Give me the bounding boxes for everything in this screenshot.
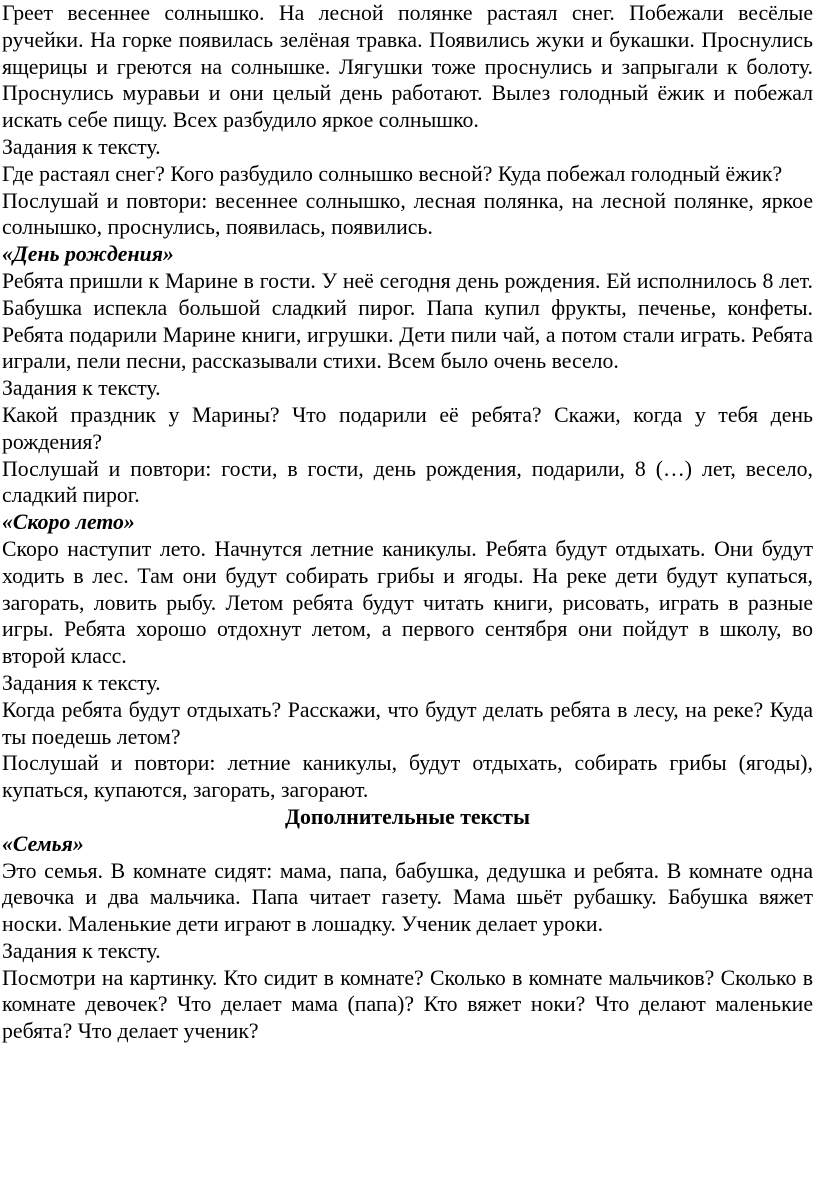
- birthday-title: «День рождения»: [2, 242, 174, 267]
- family-text: Это семья. В комнате сидят: мама, папа, бабушка, дедушка и ребята. В комнате одна девочка и два мальчика. Папа читает газету. Мама шьёт рубашку. Бабушка вяжет носки. Маленькие дети играют в лошадку. Ученик делает уроки.: [2, 858, 813, 937]
- birthday-repeat: Послушай и повтори: гости, в гости, день рождения, подарили, 8 (…) лет, весело, сладкий пирог.: [2, 456, 813, 508]
- birthday-questions: Какой праздник у Марины? Что подарили её ребята? Скажи, когда у тебя день рождения?: [2, 402, 813, 454]
- spring-text: Греет весеннее солнышко. На лесной полянке растаял снег. Побежали весёлые ручейки. На горке появилась зелёная травка. Появились жуки и букашки. Проснулись ящерицы и греются на солнышке. Лягушки тоже проснулись и запрыгали к болоту. Проснулись муравьи и они целый день работают. Вылез голодный ёжик и побежал искать себе пищу. Всех разбудило яркое солнышко.: [2, 1, 813, 133]
- spring-repeat: Послушай и повтори: весеннее солнышко, лесная полянка, на лесной полянке, яркое солнышко, проснулись, появилась, появились.: [2, 188, 813, 240]
- birthday-text: Ребята пришли к Марине в гости. У неё сегодня день рождения. Ей исполнилось 8 лет. Бабушка испекла большой сладкий пирог. Папа купил фрукты, печенье, конфеты. Ребята подарили Марине книги, игрушки. Дети пили чай, а потом стали играть. Ребята играли, пели песни, рассказывали стихи. Всем было очень весело.: [2, 268, 813, 374]
- summer-text: Скоро наступит лето. Начнутся летние каникулы. Ребята будут отдыхать. Они будут ходить в лес. Там они будут собирать грибы и ягоды. На реке дети будут купаться, загорать, ловить рыбу. Летом ребята будут читать книги, рисовать, играть в разные игры. Ребята хорошо отдохнут летом, а первого сентября они пойдут в школу, во второй класс.: [2, 536, 813, 669]
- summer-title: «Скоро лето»: [2, 510, 135, 535]
- summer-questions: Когда ребята будут отдыхать? Расскажи, что будут делать ребята в лесу, на реке? Куда ты поедешь летом?: [2, 697, 813, 749]
- extra-texts-heading: Дополнительные тексты: [284, 804, 531, 829]
- family-questions: Посмотри на картинку. Кто сидит в комнате? Сколько в комнате мальчиков? Сколько в комнате девочек? Что делает мама (папа)? Кто вяжет ноки? Что делают маленькие ребята? Что делает ученик?: [2, 965, 813, 1044]
- spring-tasks-heading: Задания к тексту.: [2, 134, 161, 159]
- birthday-tasks-heading: Задания к тексту.: [2, 376, 161, 401]
- family-title: «Семья»: [2, 831, 84, 856]
- family-tasks-heading: Задания к тексту.: [2, 938, 161, 963]
- summer-tasks-heading: Задания к тексту.: [2, 670, 161, 695]
- summer-repeat: Послушай и повтори: летние каникулы, будут отдыхать, собирать грибы (ягоды), купаться, купаются, загорать, загорают.: [2, 751, 813, 803]
- spring-questions: Где растаял снег? Кого разбудило солнышко весной? Куда побежал голодный ёжик?: [2, 161, 783, 186]
